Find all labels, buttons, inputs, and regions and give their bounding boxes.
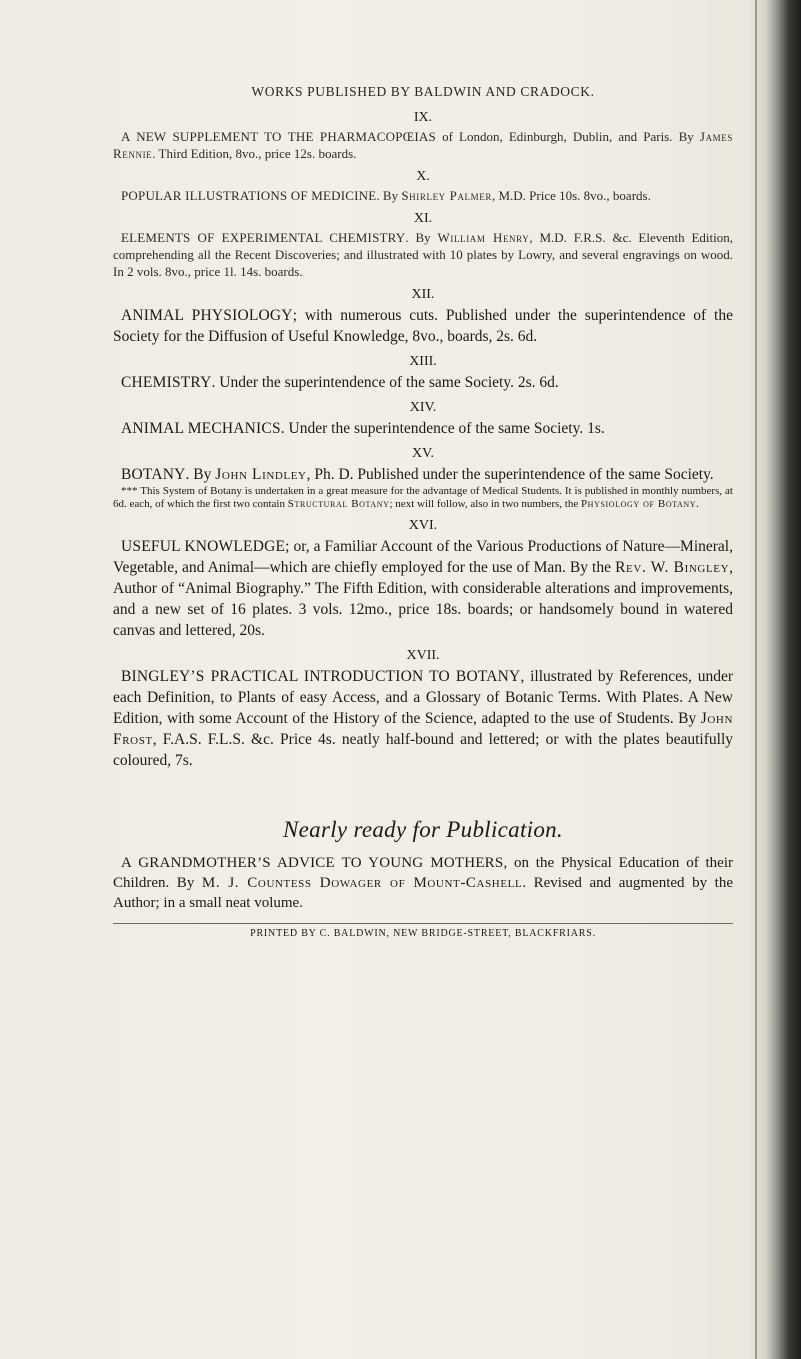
footnote-emphasis: Physiology of Botany bbox=[580, 498, 697, 510]
entry-title: POPULAR ILLUSTRATIONS OF MEDICINE bbox=[121, 188, 377, 203]
entry-details: , Author of “Animal Biography.” The Fifth Edition, with considerable alterations and improvements, and a new set of 16 plates. 3 vols. 12mo., price 18s. boards; or handsomely bound in watered canvas and lettered, 20s. bbox=[113, 559, 733, 639]
entry-numeral: XII. bbox=[411, 287, 435, 302]
entry-text bbox=[113, 128, 733, 162]
entry-details: , Ph. D. Published under the superintendence of the same Society. bbox=[306, 466, 714, 483]
entry-xiv bbox=[113, 400, 733, 439]
entry-text bbox=[113, 305, 733, 347]
entry-details: , F.A.S. F.L.S. &c. Price 4s. neatly half-bound and lettered; or with the plates beautifully coloured, 7s. bbox=[113, 731, 733, 769]
entry-numeral: XI. bbox=[413, 211, 433, 226]
entry-text bbox=[113, 372, 733, 393]
entry-footnote bbox=[113, 485, 733, 511]
entry-author: John Lindley bbox=[215, 466, 307, 483]
entry-description: . Under the superintendence of the same Society. 1s. bbox=[280, 420, 605, 437]
entry-description: . By bbox=[376, 188, 402, 203]
entry-title: ANIMAL MECHANICS bbox=[121, 420, 281, 437]
entry-author: James Rennie bbox=[113, 129, 733, 161]
entry-xi bbox=[113, 211, 733, 280]
entry-author: Shirley Palmer bbox=[401, 188, 492, 203]
footnote-text: *** This System of Botany is undertaken in a great measure for the advantage of Medical Students. It is published in monthly numbers, at 6d. each, of which the first two contain bbox=[113, 485, 733, 510]
entry-text bbox=[113, 666, 733, 771]
forthcoming-description: , on the Physical Education of their Children. By bbox=[113, 855, 733, 891]
entry-description: . By bbox=[405, 230, 438, 245]
footnote-text: ; next will follow, also in two numbers, the bbox=[389, 498, 581, 510]
entry-numeral: XVI. bbox=[408, 518, 438, 533]
entry-numeral: XIV. bbox=[409, 400, 437, 415]
entry-x bbox=[113, 169, 733, 204]
entry-description: . By bbox=[185, 466, 216, 483]
forthcoming-author: M. J. Countess Dowager of Mount-Cashell bbox=[201, 875, 523, 891]
entry-numeral: XVII. bbox=[406, 648, 440, 663]
binding-crease bbox=[755, 0, 757, 1359]
footnote-emphasis: Structural Botany bbox=[287, 498, 390, 510]
entry-description: ; or, a Familiar Account of the Various Productions of Nature—Mineral, Vegetable, and Animal—which are chiefly employed for the use of Man. By the bbox=[113, 538, 733, 576]
footnote-text: . bbox=[696, 498, 699, 510]
imprint-rule bbox=[113, 923, 733, 924]
entry-numeral: XIII. bbox=[409, 354, 437, 369]
entry-details: . Third Edition, 8vo., price 12s. boards. bbox=[152, 146, 357, 161]
forthcoming-text bbox=[113, 853, 733, 913]
entry-title: ANIMAL PHYSIOLOGY bbox=[121, 307, 293, 324]
entry-numeral: X. bbox=[416, 169, 430, 184]
entry-author: William Henry bbox=[437, 230, 530, 245]
entry-description: . Under the superintendence of the same Society. 2s. 6d. bbox=[211, 374, 559, 391]
entry-xv bbox=[113, 446, 733, 511]
entry-description: , illustrated by References, under each Definition, to Plants of easy Access, and a Glossary of Botanic Terms. With Plates. A New Edition, with some Account of the History of the Science, adapted to the use of Students. By bbox=[113, 668, 733, 727]
forthcoming-section bbox=[113, 817, 733, 939]
entry-author: John Frost bbox=[113, 710, 733, 748]
entry-text bbox=[113, 464, 733, 485]
entry-title: A NEW SUPPLEMENT TO THE PHARMACOPŒIAS bbox=[121, 129, 436, 144]
entry-xvi bbox=[113, 518, 733, 641]
printer-imprint: PRINTED BY C. BALDWIN, NEW BRIDGE-STREET, BLACKFRIARS. bbox=[250, 928, 596, 939]
entry-numeral: IX. bbox=[413, 110, 433, 125]
running-head: WORKS PUBLISHED BY BALDWIN AND CRADOCK. bbox=[251, 84, 595, 99]
forthcoming-heading: Nearly ready for Publication. bbox=[283, 817, 563, 842]
forthcoming-details: . Revised and augmented by the Author; in a small neat volume. bbox=[113, 875, 733, 911]
entry-title: ELEMENTS OF EXPERIMENTAL CHEMISTRY bbox=[121, 230, 406, 245]
entry-text bbox=[113, 536, 733, 641]
book-binding-edge bbox=[751, 0, 801, 1359]
entry-title: CHEMISTRY bbox=[121, 374, 212, 391]
entry-description: ; with numerous cuts. Published under the superintendence of the Society for the Diffusion of Useful Knowledge, 8vo., boards, 2s. 6d. bbox=[113, 307, 733, 345]
entry-text bbox=[113, 418, 733, 439]
entry-xiii bbox=[113, 354, 733, 393]
entry-text bbox=[113, 229, 733, 280]
entry-author: Rev. W. Bingley bbox=[615, 559, 730, 576]
entry-details: , M.D. Price 10s. 8vo., boards. bbox=[491, 188, 651, 203]
entry-title: BOTANY bbox=[121, 466, 186, 483]
entry-details: , M.D. F.R.S. &c. Eleventh Edition, comprehending all the Recent Discoveries; and illustrated with 10 plates by Lowry, and several engravings on wood. In 2 vols. 8vo., price 1l. 14s. boards. bbox=[113, 230, 734, 279]
forthcoming-title: A GRANDMOTHER’S ADVICE TO YOUNG MOTHERS bbox=[121, 855, 504, 871]
entry-xvii bbox=[113, 648, 733, 771]
entry-ix bbox=[113, 110, 733, 162]
entry-title: BINGLEY’S PRACTICAL INTRODUCTION TO BOTANY bbox=[121, 668, 521, 685]
entry-text bbox=[113, 187, 733, 204]
entry-numeral: XV. bbox=[412, 446, 434, 461]
page-content bbox=[113, 84, 733, 939]
entry-description: of London, Edinburgh, Dublin, and Paris. By bbox=[435, 129, 700, 144]
entry-xii bbox=[113, 287, 733, 347]
entry-title: USEFUL KNOWLEDGE bbox=[121, 538, 286, 555]
